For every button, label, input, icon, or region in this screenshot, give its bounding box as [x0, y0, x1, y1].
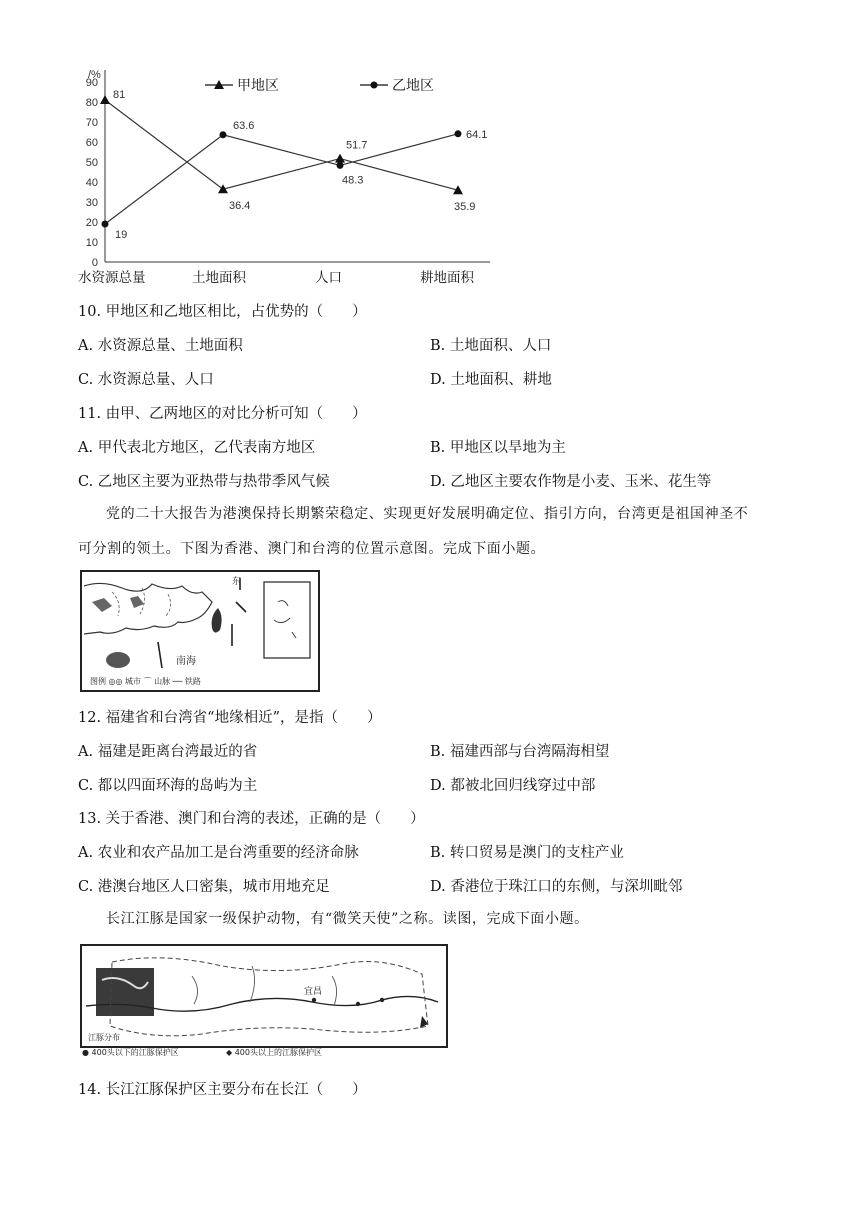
y-tick-label: 80 — [85, 97, 98, 109]
data-label: 63.6 — [233, 119, 255, 132]
map1-label-sea: 南海 — [176, 656, 196, 667]
q10-option-b[interactable]: B. 土地面积、人口 — [430, 338, 552, 354]
q11-option-c[interactable]: C. 乙地区主要为亚热带与热带季风气候 — [78, 474, 330, 490]
x-category-label: 人口 — [315, 270, 342, 286]
line-chart-svg — [70, 60, 510, 290]
q10-option-a[interactable]: A. 水资源总量、土地面积 — [78, 338, 243, 354]
map2-legend-right: ◆ 400头以上的江豚保护区 — [226, 1048, 322, 1057]
series-line-yi — [105, 134, 458, 224]
y-tick-label: 40 — [85, 177, 98, 189]
q12-option-d[interactable]: D. 都被北回归线穿过中部 — [430, 778, 596, 794]
y-tick-label: 10 — [85, 237, 98, 249]
q10-option-c[interactable]: C. 水资源总量、人口 — [78, 372, 214, 388]
map2-drawing — [82, 946, 446, 1046]
q13-option-b[interactable]: B. 转口贸易是澳门的支柱产业 — [430, 845, 624, 861]
map2-label-region: 宜昌 — [304, 987, 323, 997]
q12-option-c[interactable]: C. 都以四面环海的岛屿为主 — [78, 778, 258, 794]
y-tick-label: 20 — [85, 217, 98, 229]
passage-1-line-1: 党的二十大报告为港澳保持长期繁荣稳定、实现更好发展明确定位、指引方向，台湾更是祖国神圣不 — [106, 506, 749, 522]
q14-stem: 14. 长江江豚保护区主要分布在长江（ ） — [78, 1082, 367, 1098]
q11-option-d[interactable]: D. 乙地区主要农作物是小麦、玉米、花生等 — [430, 474, 712, 490]
chart-axes — [78, 69, 490, 286]
legend-yi-label: 乙地区 — [392, 78, 434, 94]
map1-drawing — [82, 572, 318, 690]
x-category-label: 水资源总量 — [78, 270, 146, 286]
q11-stem: 11. 由甲、乙两地区的对比分析可知（ ） — [78, 406, 367, 422]
q12-option-a[interactable]: A. 福建是距离台湾最近的省 — [78, 744, 258, 760]
legend-jia-label: 甲地区 — [237, 78, 279, 94]
q10-option-d[interactable]: D. 土地面积、耕地 — [430, 372, 552, 388]
chart-series — [100, 89, 487, 241]
data-label: 35.9 — [454, 201, 476, 214]
series-jia-point — [100, 95, 110, 104]
passage-2: 长江江豚是国家一级保护动物，有“微笑天使”之称。读图，完成下面小题。 — [106, 911, 589, 927]
y-tick-label: 50 — [85, 157, 98, 169]
series-line-jia — [105, 100, 458, 190]
q12-option-b[interactable]: B. 福建西部与台湾隔海相望 — [430, 744, 610, 760]
y-unit-label: /% — [88, 69, 101, 81]
legend-yi-marker — [371, 82, 378, 89]
data-label: 19 — [115, 229, 128, 241]
y-tick-label: 60 — [85, 137, 98, 149]
q13-option-c[interactable]: C. 港澳台地区人口密集，城市用地充足 — [78, 879, 330, 895]
q10-stem: 10. 甲地区和乙地区相比，占优势的（ ） — [78, 304, 367, 320]
q13-option-d[interactable]: D. 香港位于珠江口的东侧，与深圳毗邻 — [430, 879, 683, 895]
q13-option-a[interactable]: A. 农业和农产品加工是台湾重要的经济命脉 — [78, 845, 359, 861]
q13-stem: 13. 关于香港、澳门和台湾的表述，正确的是（ ） — [78, 811, 425, 827]
passage-1-line-2: 可分割的领土。下图为香港、澳门和台湾的位置示意图。完成下面小题。 — [78, 541, 546, 557]
yangtze-map — [80, 944, 448, 1048]
data-label: 51.7 — [346, 139, 368, 152]
data-label: 36.4 — [229, 200, 251, 213]
map2-legend-title: 江豚分布 — [88, 1033, 120, 1042]
y-tick-label: 0 — [91, 257, 98, 269]
map2-legend-left: ● 400头以下的江豚保护区 — [82, 1048, 179, 1057]
x-category-label: 耕地面积 — [420, 270, 474, 286]
q12-stem: 12. 福建省和台湾省“地缘相近”，是指（ ） — [78, 710, 382, 726]
series-jia-point — [335, 154, 345, 163]
map1-label-east: 东 — [232, 577, 242, 587]
chart-legend — [205, 77, 434, 94]
q11-option-b[interactable]: B. 甲地区以旱地为主 — [430, 440, 566, 456]
series-yi-point — [337, 162, 344, 169]
series-yi-point — [455, 130, 462, 137]
line-chart — [70, 60, 510, 290]
data-label: 48.3 — [342, 174, 364, 187]
data-label: 64.1 — [466, 128, 488, 141]
y-tick-label: 70 — [85, 117, 98, 129]
q11-option-a[interactable]: A. 甲代表北方地区，乙代表南方地区 — [78, 440, 316, 456]
data-label: 81 — [113, 89, 126, 101]
y-tick-label: 30 — [85, 197, 98, 209]
series-yi-point — [102, 221, 109, 228]
series-yi-point — [220, 131, 227, 138]
hk-macau-taiwan-map — [80, 570, 320, 692]
x-category-label: 土地面积 — [192, 270, 246, 286]
y-tick-label: 90 — [85, 77, 98, 89]
map1-legend: 图例 ◎◎ 城市 ⌒ 山脉 ── 铁路 — [90, 677, 201, 686]
